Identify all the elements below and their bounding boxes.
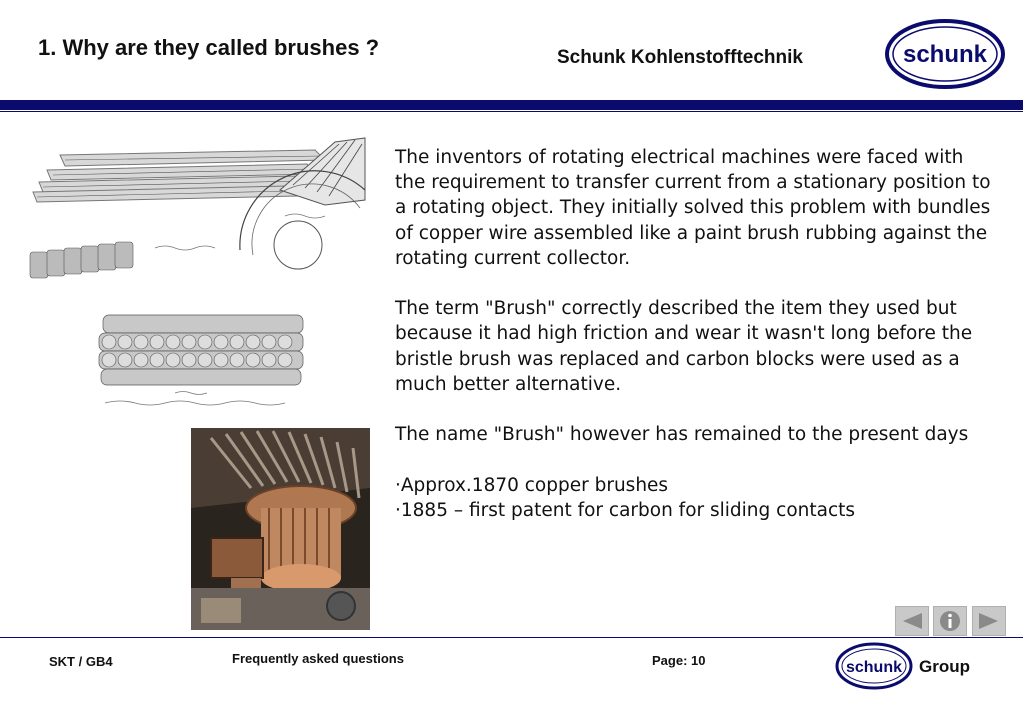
group-label: Group — [919, 657, 970, 676]
paragraph-name: The name "Brush" however has remained to the present days — [395, 424, 969, 446]
footer-divider — [0, 637, 1023, 638]
footer-logo-wordmark: schunk — [845, 659, 903, 676]
info-icon — [938, 609, 962, 633]
header-divider — [0, 111, 1023, 112]
page-title: 1. Why are they called brushes ? — [38, 35, 380, 60]
wire-bundle-sketch-image — [95, 305, 320, 415]
footer-department: SKT / GB4 — [49, 654, 113, 669]
header-bar — [0, 100, 1023, 110]
next-slide-button[interactable] — [972, 606, 1006, 636]
schunk-logo — [884, 18, 1006, 90]
footer-section: Frequently asked questions — [232, 651, 404, 666]
info-button[interactable] — [933, 606, 967, 636]
previous-slide-button[interactable] — [895, 606, 929, 636]
paragraph-intro: The inventors of rotating electrical machines were faced with the requirement to transfer current from a stationary position to a rotating object. They initially solved this problem with bundles of copper wire assembled like a paint brush rubbing against the rotating current collector. — [395, 147, 991, 269]
next-arrow-icon — [977, 611, 1001, 631]
paragraph-term: The term "Brush" correctly described the item they used but because it had high friction and wear it wasn't long before the bristle brush was replaced and carbon blocks were used as a much better alternative. — [395, 298, 973, 395]
body-text — [395, 145, 995, 523]
company-name: Schunk Kohlenstofftechnik — [557, 47, 803, 68]
bullet-item: ·1885 – first patent for carbon for sliding contacts — [395, 499, 856, 521]
page-number: Page: 10 — [652, 653, 706, 668]
logo-wordmark: schunk — [902, 41, 988, 68]
slide-navigation — [895, 606, 1007, 636]
bullet-item: ·Approx.1870 copper brushes — [395, 474, 669, 496]
copper-brush-sketch-image — [25, 130, 370, 290]
prev-arrow-icon — [900, 611, 924, 631]
commutator-photo-image — [191, 428, 370, 630]
